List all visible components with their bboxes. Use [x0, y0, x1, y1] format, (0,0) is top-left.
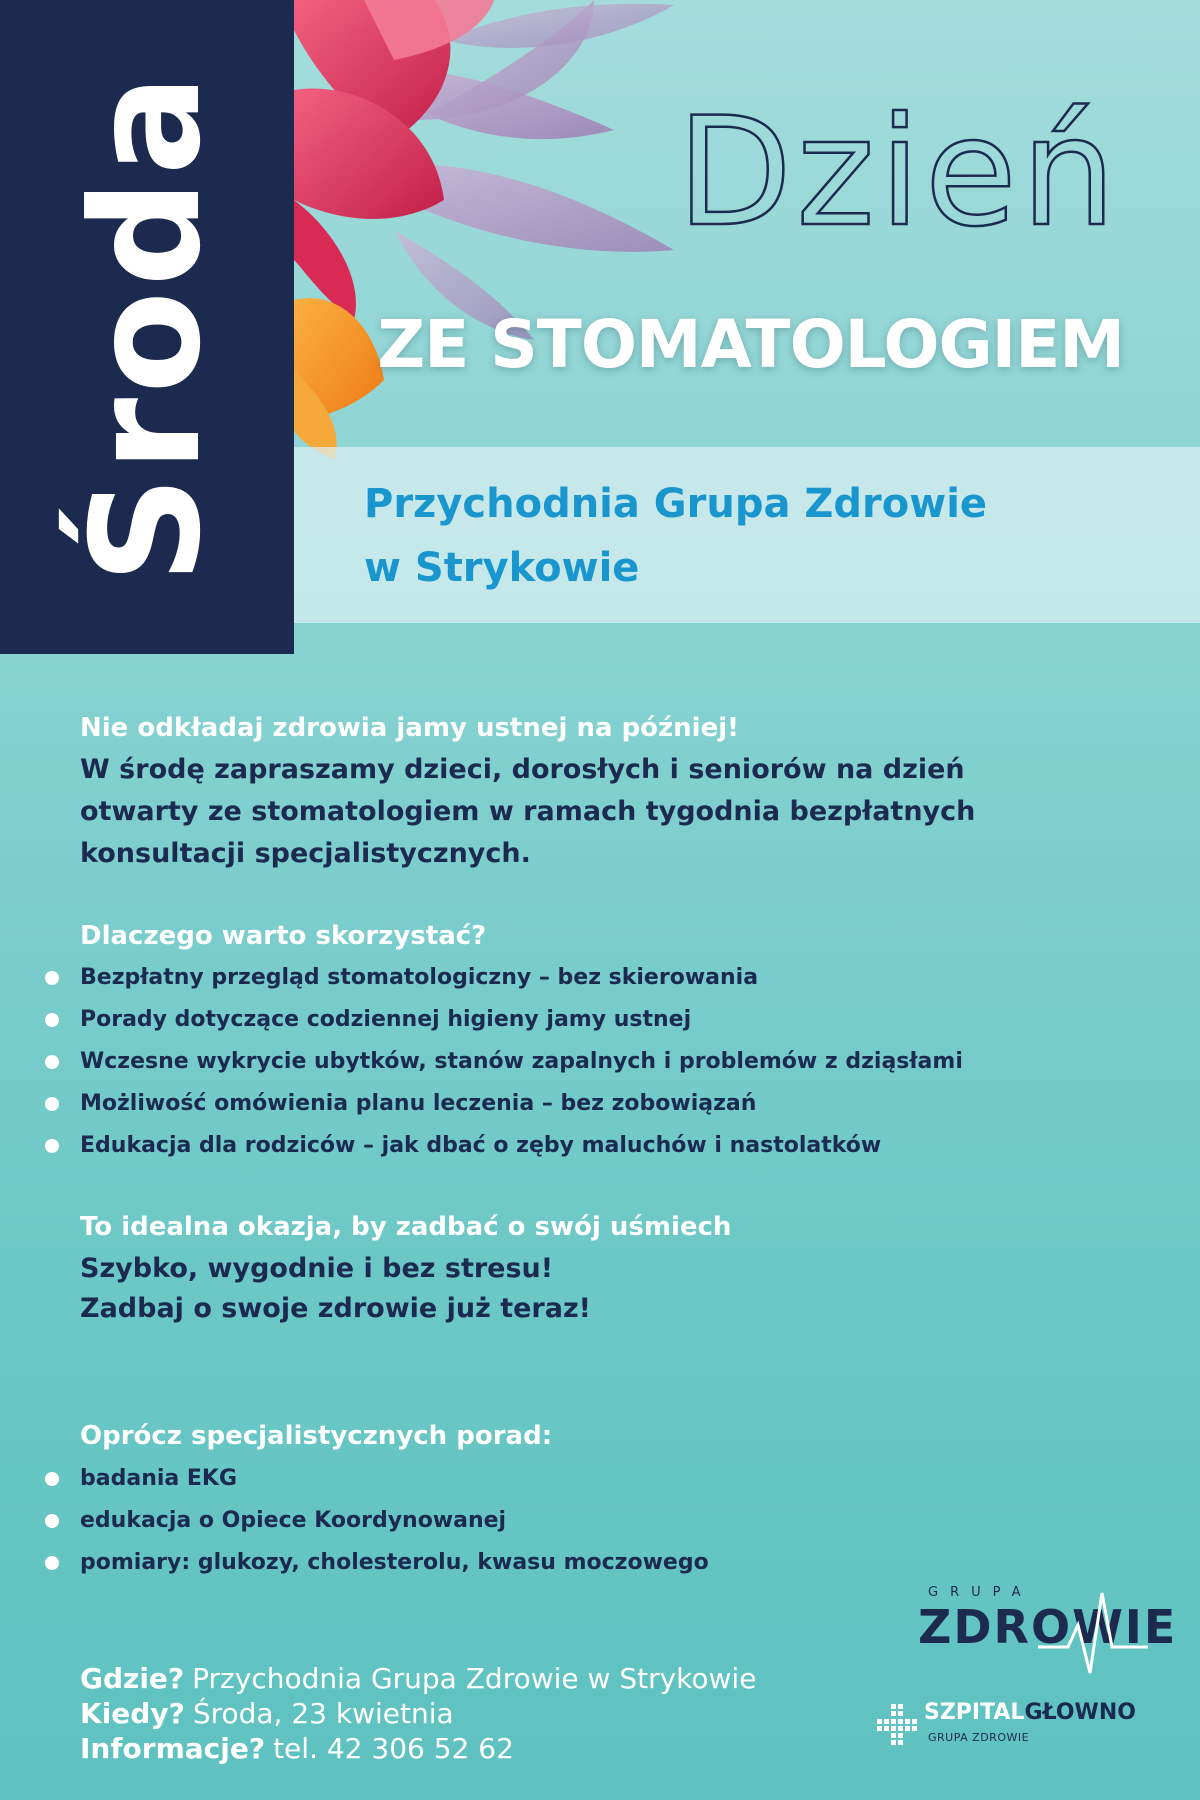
headline-title: Dzień: [676, 86, 1120, 260]
intro-line: konsultacji specjalistycznych.: [80, 838, 531, 869]
contact-label: Informacje?: [80, 1732, 266, 1765]
logo-grupa-text: GRUPA: [928, 1585, 1033, 1600]
contact-row: [80, 1731, 756, 1766]
extras-list: [80, 1458, 1140, 1584]
flower-decoration: [294, 0, 714, 470]
list-item: Bezpłatny przegląd stomatologiczny – bez skierowania: [80, 957, 1140, 999]
intro-line: otwarty ze stomatologiem w ramach tygodnia bezpłatnych: [80, 796, 976, 827]
extras-block: [80, 1414, 1140, 1584]
occasion-line: Zadbaj o swoje zdrowie już teraz!: [80, 1293, 591, 1324]
day-label: Środa: [60, 70, 234, 584]
medical-cross-icon: [872, 1700, 922, 1750]
list-item: Edukacja dla rodziców – jak dbać o zęby maluchów i nastolatków: [80, 1125, 1140, 1167]
list-item: pomiary: glukozy, cholesterolu, kwasu moczowego: [80, 1542, 1140, 1584]
event-info: [80, 1661, 756, 1766]
hospital-subtitle: GRUPA ZDROWIE: [928, 1731, 1030, 1744]
where-row: [80, 1661, 756, 1696]
hospital-name-a: SZPITAL: [924, 1700, 1025, 1725]
occasion-block: [80, 1205, 1140, 1329]
occasion-line: Szybko, wygodnie i bez stresu!: [80, 1253, 554, 1284]
day-band: [0, 0, 294, 654]
headline-subtitle: ZE STOMATOLOGIEM: [377, 306, 1124, 383]
clinic-name-line2: w Strykowie: [364, 545, 640, 591]
hospital-name-b: GŁOWNO: [1024, 1700, 1136, 1725]
intro-block: [80, 707, 1140, 875]
contact-value: tel. 42 306 52 62: [273, 1732, 514, 1765]
why-list: [80, 957, 1140, 1167]
why-block: [80, 915, 1140, 1167]
intro-line: W środę zapraszamy dzieci, dorosłych i seniorów na dzień: [80, 754, 965, 785]
list-item: Porady dotyczące codziennej higieny jamy ustnej: [80, 999, 1140, 1041]
occasion-title: To idealna okazja, by zadbać o swój uśmiech: [80, 1212, 732, 1242]
extras-title: Oprócz specjalistycznych porad:: [80, 1421, 553, 1451]
list-item: Możliwość omówienia planu leczenia – bez zobowiązań: [80, 1083, 1140, 1125]
when-label: Kiedy?: [80, 1697, 185, 1730]
intro-accent: Nie odkładaj zdrowia jamy ustnej na później!: [80, 713, 740, 743]
hospital-name: [924, 1700, 1152, 1725]
why-title: Dlaczego warto skorzystać?: [80, 921, 487, 951]
grupa-zdrowie-logo: [918, 1585, 1178, 1654]
szpital-glowno-logo: [872, 1700, 1152, 1744]
clinic-name: [364, 472, 1164, 600]
where-value: Przychodnia Grupa Zdrowie w Strykowie: [192, 1662, 757, 1695]
clinic-name-line1: Przychodnia Grupa Zdrowie: [364, 481, 988, 527]
list-item: badania EKG: [80, 1458, 1140, 1500]
list-item: edukacja o Opiece Koordynowanej: [80, 1500, 1140, 1542]
logo-zdrowie-text: ZDROWIE: [918, 1600, 1178, 1654]
where-label: Gdzie?: [80, 1662, 185, 1695]
pulse-icon: [1038, 1585, 1148, 1675]
when-row: [80, 1696, 756, 1731]
when-value: Środa, 23 kwietnia: [192, 1697, 454, 1730]
list-item: Wczesne wykrycie ubytków, stanów zapalnych i problemów z dziąsłami: [80, 1041, 1140, 1083]
